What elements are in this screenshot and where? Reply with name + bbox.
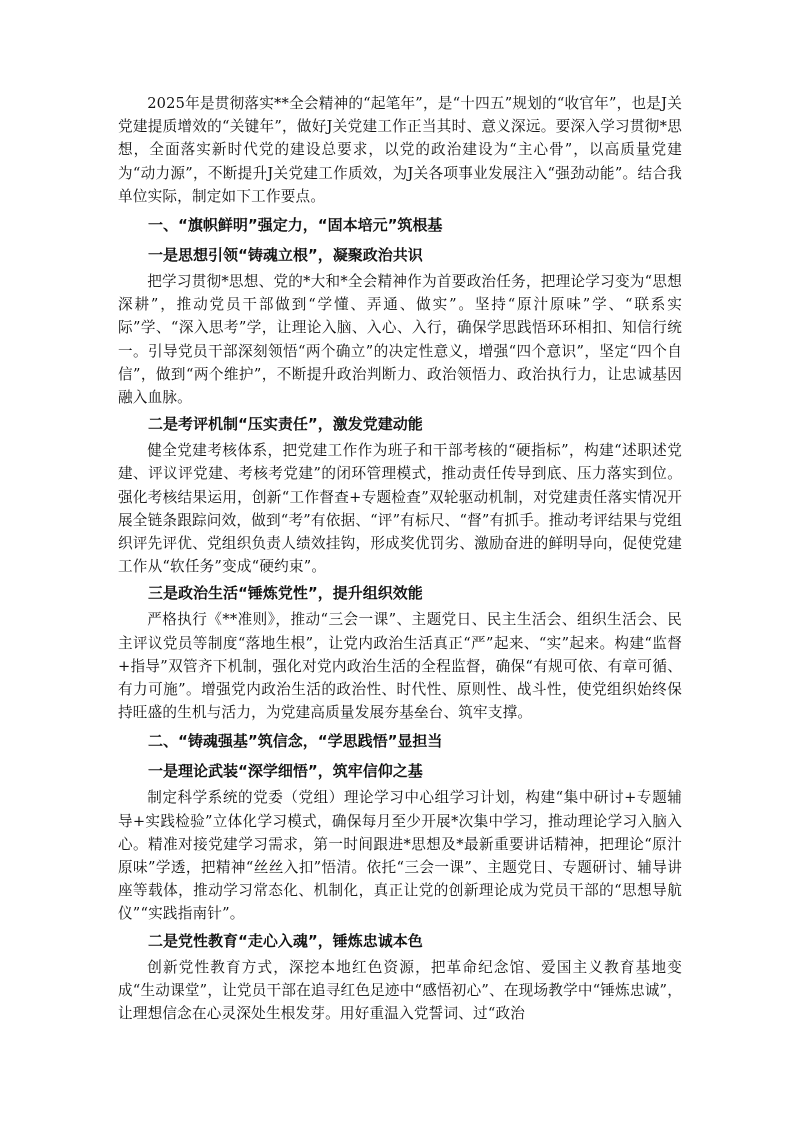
section-2-sub-1-paragraph: 制定科学系统的党委（党组）理论学习中心组学习计划，构建“集中研讨+专题辅导+实践检验”立体化学习模式，确保每月至少开展*次集中学习，推动理论学习入脑入心。精准对接党建学习需求，第一时间跟进*思想及*最新重要讲话精神，把理论“原汁原味”学透，把精神“丝丝入扣”悟清。依托“三会一课”、主题党日、专题研讨、辅导讲座等载体，推动学习常态化、机制化，真正让党的创新理论成为党员干部的“思想导航仪”“实践指南针”。	[118, 789, 682, 923]
document-body	[118, 92, 682, 1025]
intro-paragraph: 2025年是贯彻落实**全会精神的“起笔年”，是“十四五”规划的“收官年”，也是J关党建提质增效的“关键年”，做好J关党建工作正当其时、意义深远。要深入学习贯彻*思想，全面落实新时代党的建设总要求，以党的政治建设为“主心骨”，以高质量党建为“动力源”，不断提升J关党建工作质效，为J关各项事业发展注入“强劲动能”。结合我单位实际，制定如下工作要点。	[118, 95, 682, 205]
section-1-heading: 一、“旗帜鲜明”强定力，“固本培元”筑根基	[148, 216, 443, 235]
section-2-sub-2-heading: 二是党性教育“走心入魂”，锤炼忠诚本色	[148, 931, 423, 950]
section-1-sub-3-heading: 三是政治生活“锤炼党性”，提升组织效能	[148, 584, 423, 603]
section-1-sub-1-paragraph: 把学习贯彻*思想、党的*大和*全会精神作为首要政治任务，把理论学习变为“思想深耕”，推动党员干部做到“学懂、弄通、做实”。坚持“原汁原味”学、“联系实际”学、“深入思考”学，让理论入脑、入心、入行，确保学思践悟环环相扣、知信行统一。引导党员干部深刻领悟“两个确立”的决定性意义，增强“四个意识”，坚定“四个自信”，做到“两个维护”，不断提升政治判断力、政治领悟力、政治执行力，让忠诚基因融入血脉。	[118, 273, 682, 407]
section-1-sub-1-heading: 一是思想引领“铸魂立根”，凝聚政治共识	[148, 246, 423, 265]
section-2-sub-1-heading: 一是理论武装“深学细悟”，筑牢信仰之基	[148, 762, 423, 781]
section-1-sub-3-paragraph: 严格执行《**准则》，推动“三会一课”、主题党日、民主生活会、组织生活会、民主评议党员等制度“落地生根”，让党内政治生活真正“严”起来、“实”起来。构建“监督+指导”双管齐下机制，强化对党内政治生活的全程监督，确保“有规可依、有章可循、有力可施”。增强党内政治生活的政治性、时代性、原则性、战斗性，使党组织始终保持旺盛的生机与活力，为党建高质量发展夯基垒台、筑牢支撑。	[118, 611, 682, 722]
section-2-sub-2-paragraph: 创新党性教育方式，深挖本地红色资源，把革命纪念馆、爱国主义教育基地变成“生动课堂”，让党员干部在追寻红色足迹中“感悟初心”、在现场教学中“锤炼忠诚”，让理想信念在心灵深处生根发芽。用好重温入党誓词、过“政治	[118, 958, 682, 1023]
section-1-sub-2-heading: 二是考评机制“压实责任”，激发党建动能	[148, 415, 423, 434]
section-2-heading: 二、“铸魂强基”筑信念，“学思践悟”显担当	[148, 732, 443, 751]
section-1-sub-2-paragraph: 健全党建考核体系，把党建工作作为班子和干部考核的“硬指标”，构建“述职述党建、评议评党建、考核考党建”的闭环管理模式，推动责任传导到底、压力落实到位。强化考核结果运用，创新“工作督查+专题检查”双轮驱动机制，对党建责任落实情况开展全链条跟踪问效，做到“考”有依据、“评”有标尺、“督”有抓手。推动考评结果与党组织评先评优、党组织负责人绩效挂钩，形成奖优罚劣、激励奋进的鲜明导向，促使党建工作从“软任务”变成“硬约束”。	[118, 442, 682, 576]
